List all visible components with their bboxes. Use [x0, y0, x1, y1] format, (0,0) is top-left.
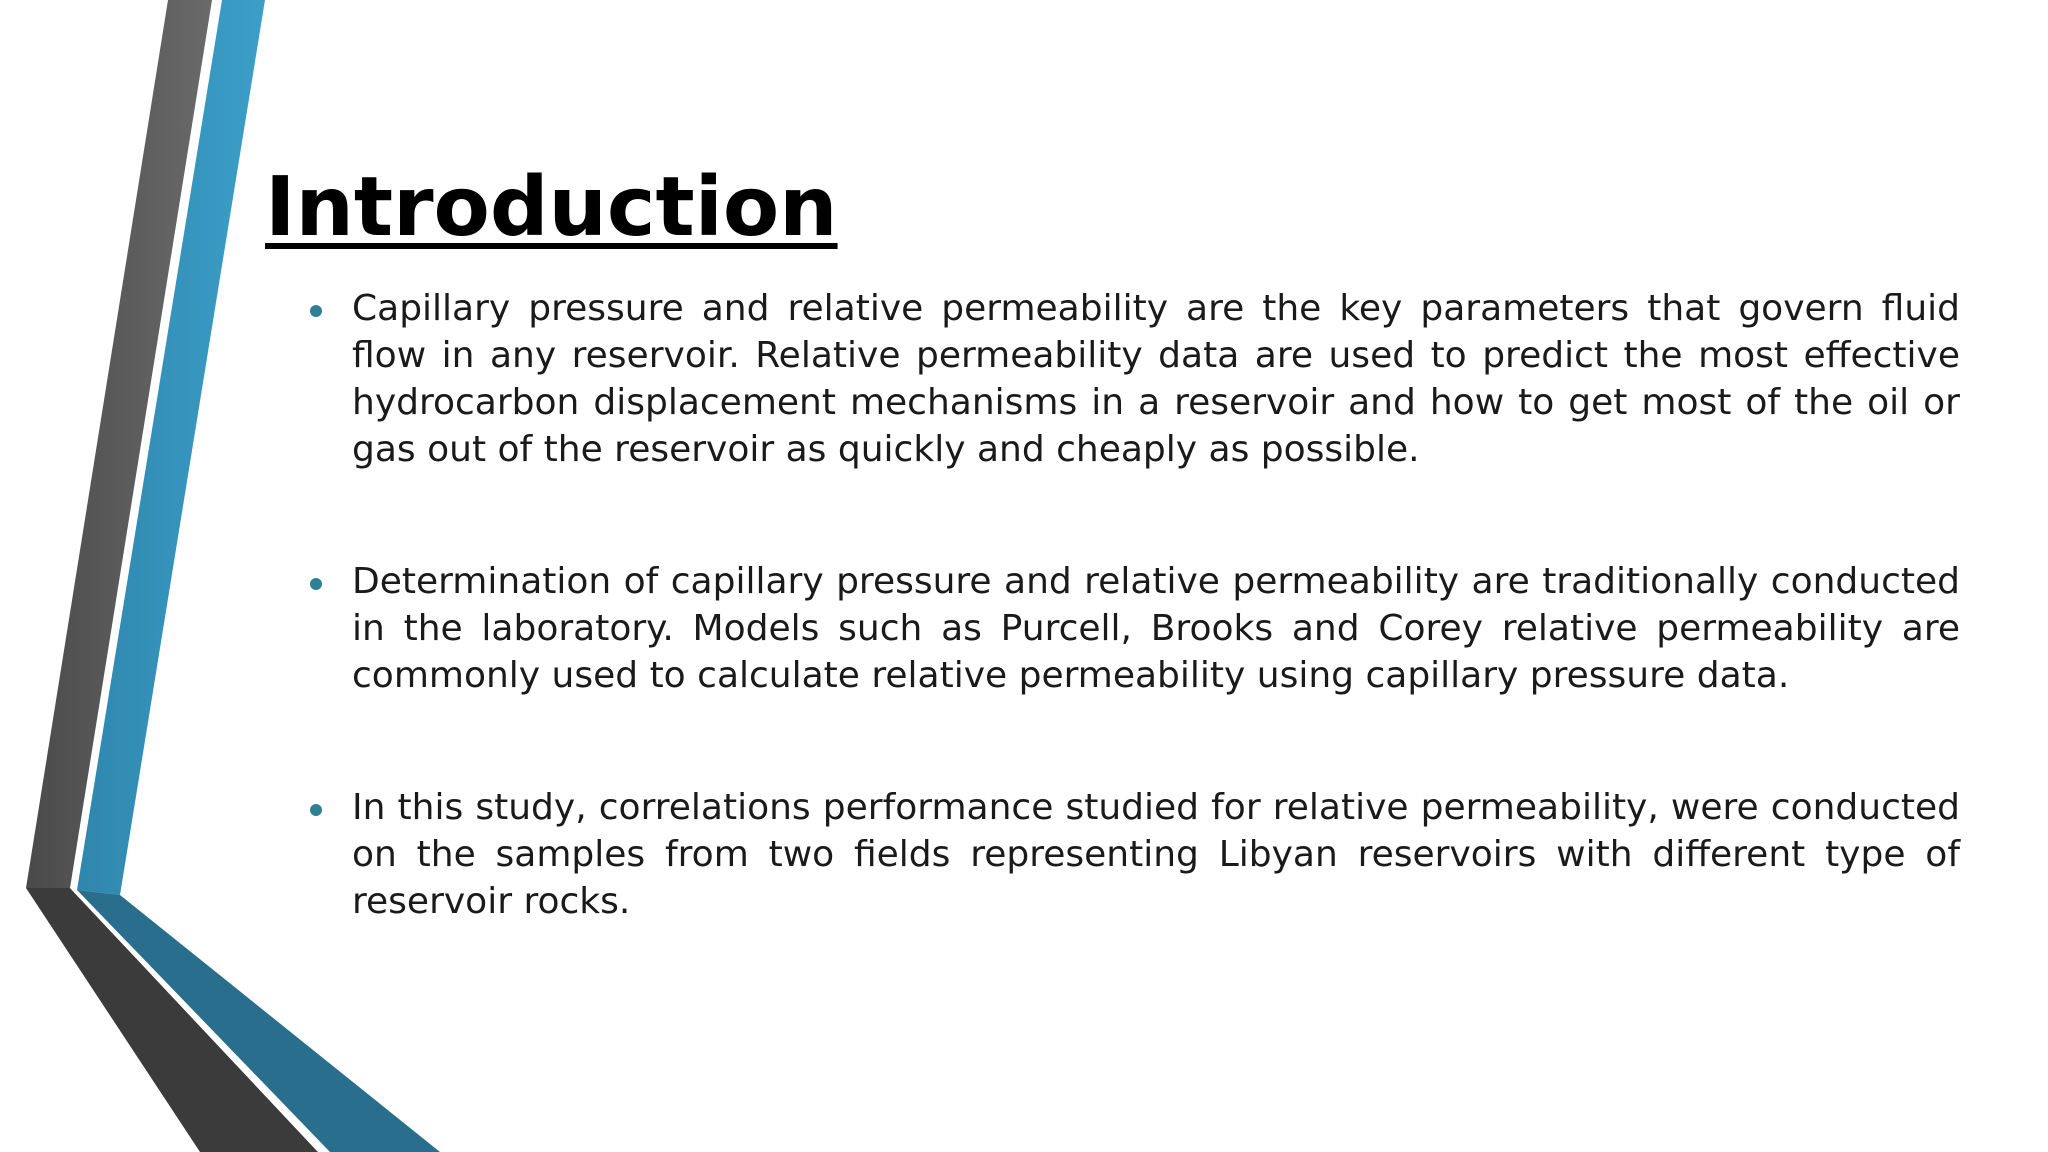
bullet-item — [352, 558, 1960, 699]
bullet-text: Capillary pressure and relative permeability are the key parameters that govern fluid flow in any reservoir. Relative permeability data are used to predict the most effective hydrocarbon displacement mechanisms in a reservoir and how to get most of the oil or gas out of the reservoir as quickly and cheaply as possible. — [352, 288, 1960, 470]
bullet-item — [352, 285, 1960, 473]
bullet-dot-icon — [310, 305, 322, 317]
bullet-text: In this study, correlations performance studied for relative permeability, were conducted on the samples from two fields representing Libyan reservoirs with different type of reservoir rocks. — [352, 787, 1960, 922]
bullet-dot-icon — [310, 804, 322, 816]
bullet-list — [352, 285, 1960, 1010]
bullet-item — [352, 784, 1960, 925]
bullet-dot-icon — [310, 578, 322, 590]
slide-title: Introduction — [265, 160, 838, 255]
bullet-text: Determination of capillary pressure and relative permeability are traditionally conducted in the laboratory. Models such as Purcell, Brooks and Corey relative permeability are commonly used to calculate relative permeability using capillary pressure data. — [352, 561, 1960, 696]
